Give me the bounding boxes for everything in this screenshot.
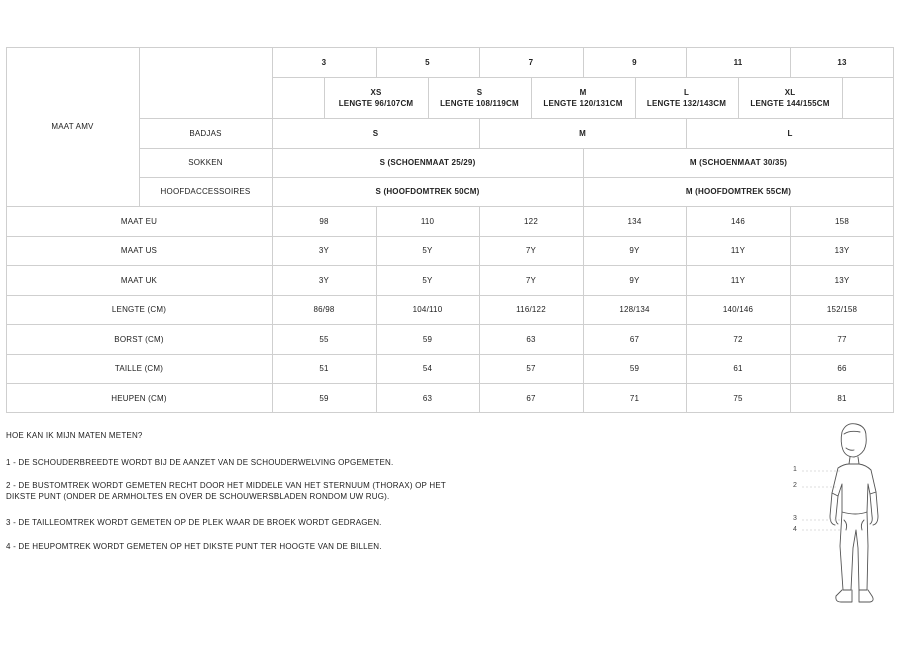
table-cell: 104/110: [412, 305, 443, 314]
table-cell: 110: [420, 216, 435, 226]
letter-size-length: LENGTE 144/155CM: [750, 98, 830, 108]
letter-size-cell: [324, 77, 428, 118]
row-label: MAAT EU: [120, 216, 158, 226]
table-cell: 7Y: [525, 246, 537, 255]
table-cell: 72: [733, 334, 743, 344]
table-cell: 11Y: [730, 275, 746, 285]
instruction-item: 2 - DE BUSTOMTREK WORDT GEMETEN RECHT DOOR HET MIDDELE VAN HET STERNUUM (THORAX) OP HET DIKSTE PUNT (ONDER DE ARMHOLTES EN OVER DE SCHOUWERSBLADEN RONDOM UW RUG).: [6, 481, 446, 501]
instruction-item: 4 - DE HEUPOMTREK WORDT GEMETEN OP HET DIKSTE PUNT TER HOOGTE VAN DE BILLEN.: [6, 542, 382, 551]
row-label: TAILLE (CM): [114, 364, 164, 373]
row-label: LENGTE (CM): [111, 305, 167, 314]
table-cell: 13Y: [834, 246, 850, 255]
table-cell: 55: [319, 334, 329, 344]
table-cell: 63: [422, 393, 433, 403]
badjas-size: M: [579, 128, 586, 138]
letter-size: L: [683, 87, 690, 97]
letter-size: XS: [370, 87, 382, 97]
letter-size-cell: [531, 77, 635, 118]
row-label: BORST (CM): [114, 334, 164, 344]
age-header: 5: [425, 57, 430, 67]
table-cell: 59: [629, 364, 640, 373]
table-cell: 57: [526, 364, 536, 373]
table-cell: 3Y: [318, 275, 330, 285]
table-cell: 11Y: [730, 246, 746, 255]
table-cell: 54: [422, 364, 433, 373]
row-label: MAAT US: [120, 246, 158, 255]
age-header: 3: [321, 57, 327, 67]
marker-4: 4: [793, 526, 797, 533]
age-header: 7: [528, 57, 534, 67]
table-cell: 158: [835, 216, 849, 226]
table-cell: 128/134: [619, 305, 650, 314]
table-cell: 67: [629, 334, 640, 344]
age-header: 9: [632, 57, 637, 67]
letter-size-length: LENGTE 132/143CM: [646, 98, 727, 108]
size-table: [6, 47, 894, 413]
letter-size-cell: [738, 77, 842, 118]
table-cell: 98: [319, 216, 329, 226]
table-cell: 71: [629, 393, 640, 403]
table-cell: 81: [837, 393, 847, 403]
child-figure-icon: [780, 420, 900, 620]
table-cell: 122: [524, 216, 538, 226]
badjas-size: S: [372, 128, 379, 138]
table-cell: 3Y: [318, 246, 330, 255]
table-cell: 75: [733, 393, 743, 403]
letter-size-cell: [635, 77, 738, 118]
table-cell: 86/98: [313, 305, 335, 314]
table-cell: 63: [526, 334, 536, 344]
letter-size-length: LENGTE 120/131CM: [543, 98, 623, 108]
sokken-label: SOKKEN: [188, 158, 223, 167]
marker-2: 2: [793, 482, 797, 489]
letter-size: M: [579, 87, 587, 97]
table-cell: 59: [319, 393, 329, 403]
table-cell: 77: [837, 334, 847, 344]
table-cell: 67: [526, 393, 536, 403]
instruction-item: 1 - DE SCHOUDERBREEDTE WORDT BIJ DE AANZET VAN DE SCHOUDERWELVING OPGEMETEN.: [6, 458, 394, 467]
child-measurement-figure: [780, 420, 900, 620]
table-cell: 116/122: [516, 305, 546, 314]
sokken-size: S (SCHOENMAAT 25/29): [379, 158, 476, 167]
table-cell: 5Y: [422, 246, 433, 255]
table-cell: 9Y: [629, 246, 640, 255]
age-header: 13: [837, 57, 847, 67]
letter-size-length: LENGTE 96/107CM: [338, 98, 414, 108]
sokken-size: M (SCHOENMAAT 30/35): [689, 158, 788, 167]
table-cell: 5Y: [422, 275, 433, 285]
table-cell: 152/158: [826, 305, 858, 314]
letter-size: XL: [784, 87, 796, 97]
maat-amv-label: MAAT AMV: [51, 122, 94, 131]
hoofd-size: M (HOOFDOMTREK 55CM): [685, 187, 792, 196]
hoofd-size: S (HOOFDOMTREK 50CM): [375, 187, 480, 196]
age-header: 11: [733, 57, 743, 67]
hoofd-label: HOOFDACCESSOIRES: [160, 187, 251, 196]
letter-size-length: LENGTE 108/119CM: [440, 98, 519, 108]
table-cell: 7Y: [525, 275, 537, 285]
table-cell: 9Y: [629, 275, 640, 285]
letter-size: S: [476, 87, 483, 97]
table-cell: 66: [837, 364, 847, 373]
letter-size-cell: [428, 77, 531, 118]
badjas-size: L: [787, 128, 793, 138]
marker-3: 3: [793, 515, 797, 522]
table-cell: 59: [422, 334, 433, 344]
table-cell: 140/146: [722, 305, 754, 314]
row-label: MAAT UK: [120, 275, 158, 285]
table-cell: 51: [319, 364, 329, 373]
instruction-item: 3 - DE TAILLEOMTREK WORDT GEMETEN OP DE PLEK WAAR DE BROEK WORDT GEDRAGEN.: [6, 518, 382, 527]
row-label: HEUPEN (CM): [111, 393, 167, 403]
marker-1: 1: [793, 466, 797, 473]
instructions-title: HOE KAN IK MIJN MATEN METEN?: [6, 431, 143, 440]
table-cell: 61: [733, 364, 743, 373]
table-cell: 146: [731, 216, 745, 226]
badjas-label: BADJAS: [189, 128, 222, 138]
table-cell: 134: [627, 216, 642, 226]
table-cell: 13Y: [834, 275, 850, 285]
